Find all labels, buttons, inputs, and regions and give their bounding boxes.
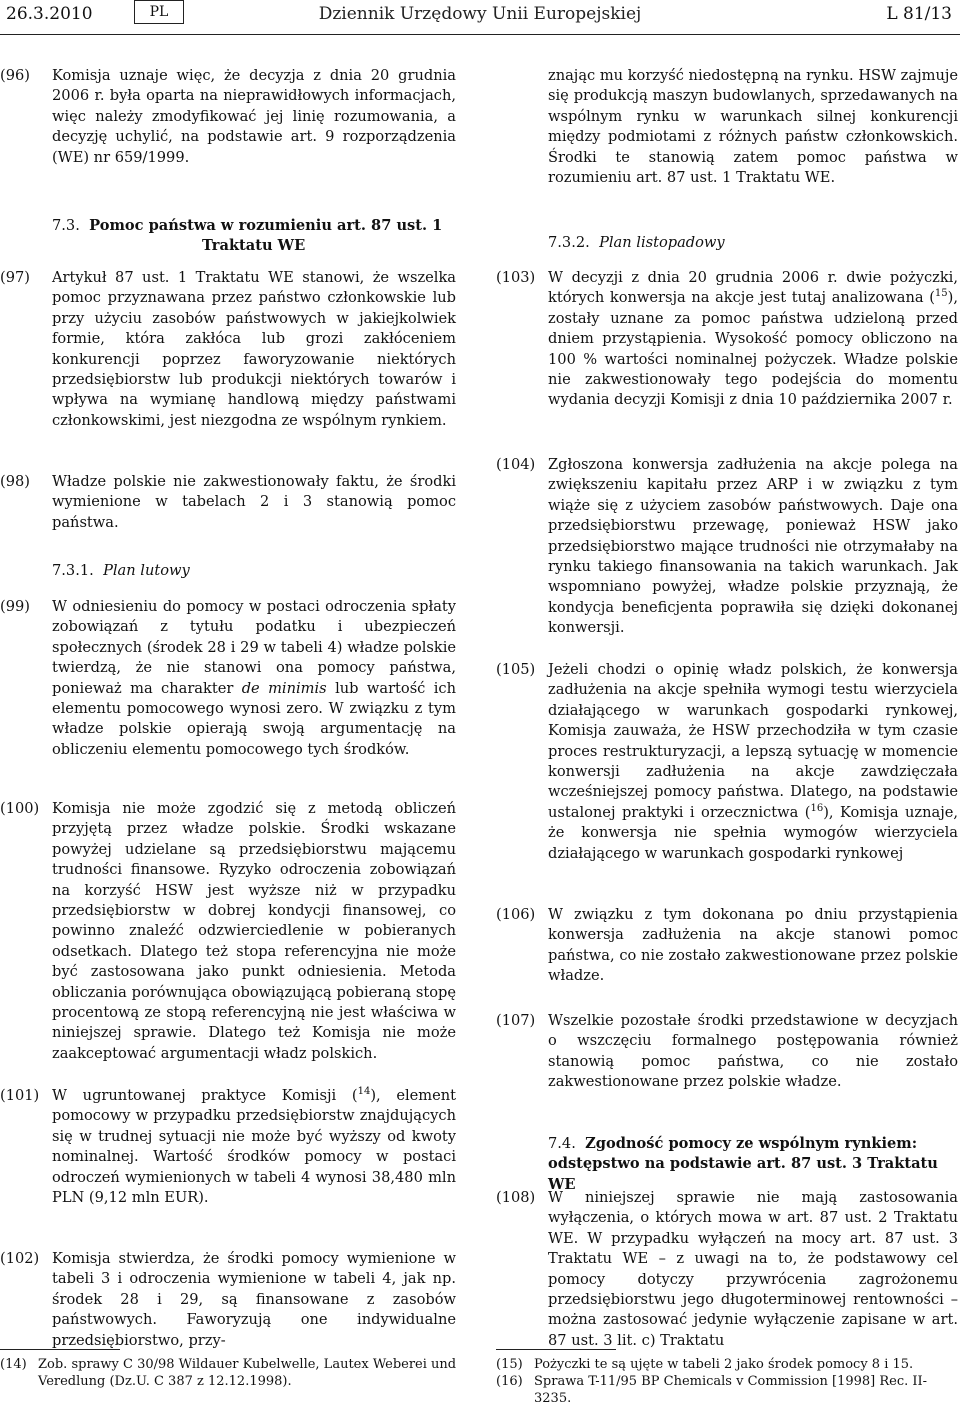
section-heading-7-4 bbox=[548, 1134, 958, 1195]
paragraph-104 bbox=[496, 455, 960, 637]
paragraph-text: Komisja uznaje więc, że decyzja z dnia 20 grudnia 2006 r. była oparta na nieprawidłowych informacjach, więc należy zmodyfikować jej linię rozumowania, a decyzję uchylić, na podstawie art. 9 rozporządzenia (WE) nr 659/1999. bbox=[52, 67, 456, 166]
paragraph-number: (103) bbox=[496, 269, 536, 286]
paragraph-text: Władze polskie nie zakwestionowały faktu, że środki wymienione w tabelach 2 i 3 stanowią pomoc państwa. bbox=[52, 473, 456, 531]
page-reference: L 81/13 bbox=[886, 4, 952, 24]
paragraph-continued bbox=[496, 66, 960, 190]
footnote-rule bbox=[496, 1349, 616, 1350]
paragraph-text: Komisja stwierdza, że środki pomocy wymienione w tabeli 3 i odroczenia wymienione w tabeli 4, jak np. środek 28 i 29, są finansowane z zasobów państwowych. Faworyzują one indywidualne przedsiębiorstwo, przy- bbox=[52, 1250, 456, 1349]
section-heading-7-3 bbox=[52, 216, 456, 257]
section-number: 7.4. bbox=[548, 1135, 576, 1152]
section-title: Plan lutowy bbox=[103, 562, 190, 579]
paragraph-106 bbox=[496, 905, 960, 985]
language-badge: PL bbox=[134, 0, 184, 24]
section-number: 7.3.1. bbox=[52, 562, 94, 579]
footnote-ref-14[interactable]: 14 bbox=[357, 1086, 371, 1098]
section-title-line2: odstępstwo na podstawie art. 87 ust. 3 Traktatu WE bbox=[548, 1155, 938, 1193]
paragraph-text: Jeżeli chodzi o opinię władz polskich, że konwersja zadłużenia na akcje spełniła wymogi testu wierzyciela działającego w warunkach gospodarki rynkowej, Komisja zauważa, że HSW przechodziła w tym czasie proces restrukturyzacji, a lepszą sytuację w momencie konwersji zadłużenia na akcje zawdzięczała wcześniejszej pomocy państwa. Dlatego, na podstawie ustalonej praktyki i orzecznictwa ($^{16}$), Komisja uznaje, że konwersja nie spełnia wymogów wierzyciela działającego w warunkach gospodarki rynkowej bbox=[548, 661, 958, 862]
paragraph-number: (97) bbox=[0, 269, 30, 286]
paragraph-number: (105) bbox=[496, 661, 536, 678]
footnote-number: (16) bbox=[496, 1374, 523, 1389]
paragraph-text: Artykuł 87 ust. 1 Traktatu WE stanowi, że wszelka pomoc przyznawana przez państwo członkowskie lub przy użyciu zasobów państwowych w jakiejkolwiek formie, która zakłóca lub grozi zakłóceniem konkurencji poprzez faworyzowanie niektórych przedsiębiorstw lub produkcji niektórych towarów i wpływa na wymianę handlową między państwami członkowskimi, jest niezgodna ze wspólnym rynkiem. bbox=[52, 269, 456, 429]
paragraph-number: (106) bbox=[496, 906, 536, 923]
paragraph-97 bbox=[0, 268, 458, 433]
footnote-text: Sprawa T-11/95 BP Chemicals v Commission [1998] Rec. II-3235. bbox=[534, 1374, 928, 1406]
paragraph-101 bbox=[0, 1086, 458, 1210]
section-title-line1: Zgodność pomocy ze wspólnym rynkiem: bbox=[585, 1135, 918, 1152]
paragraph-text: W decyzji z dnia 20 grudnia 2006 r. dwie pożyczki, których konwersja na akcje jest tutaj analizowana ($^{15}$), zostały uznane za pomoc państwa udzieloną przed dniem przystąpienia. Wysokość pomocy obliczono na 100 % wartości nominalnej pożyczek. Władze polskie nie zakwestionowały tego podejścia do momentu wydania decyzji Komisji z dnia 10 października 2007 r. bbox=[548, 269, 958, 409]
paragraph-number: (99) bbox=[0, 598, 30, 615]
paragraph-number: (102) bbox=[0, 1250, 40, 1267]
paragraph-number: (100) bbox=[0, 800, 40, 817]
latin-term: de minimis bbox=[241, 679, 327, 697]
paragraph-number: (108) bbox=[496, 1189, 536, 1206]
section-title-line2: Traktatu WE bbox=[202, 237, 306, 255]
paragraph-96 bbox=[0, 66, 458, 170]
section-number: 7.3.2. bbox=[548, 234, 590, 251]
paragraph-102 bbox=[0, 1249, 458, 1349]
section-heading-7-3-2 bbox=[548, 233, 958, 253]
section-heading-7-3-1 bbox=[52, 561, 456, 581]
footnote-rule bbox=[0, 1349, 120, 1350]
paragraph-text: znając mu korzyść niedostępną na rynku. HSW zajmuje się produkcją maszyn budowlanych, sprzedawanych na wspólnym rynku w warunkach silnej konkurencji między podmiotami z różnych państw członkowskich. Środki te stanowią zatem pomoc państwa w rozumieniu art. 87 ust. 1 Traktatu WE. bbox=[548, 67, 959, 187]
paragraph-text: W odniesieniu do pomocy w postaci odroczenia spłaty zobowiązań z tytułu podatku i ubezpieczeń społecznych (środek 28 i 29 w tabeli 4) władze polskie twierdzą, że nie stanowi ona pomocy państwa, ponieważ ma charakter de minimis lub wartość ich elementu pomocowego wynosi zero. W związku z tym władze polskie opierają swoją argumentację na obliczeniu elementu pomocowego tych środków. bbox=[52, 598, 456, 758]
journal-title: Dziennik Urzędowy Unii Europejskiej bbox=[318, 4, 642, 24]
paragraph-text: Komisja nie może zgodzić się z metodą obliczeń przyjętą przez władze polskie. Środki wskazane powyżej udzielane są przedsiębiorstwu mającemu trudności finansowe. Ryzyko odroczenia zobowiązań na korzyść HSW jest wyższe niż w przypadku przedsiębiorstw w dobrej kondycji finansowej, co powinno znaleźć odzwierciedlenie w pobieranych odsetkach. Dlatego też stopa referencyjna nie może być zastosowana jako punkt odniesienia. Metoda obliczania porównująca obowiązującą pobieraną stopę procentową ze stopą referencyjną nie jest właściwa w niniejszej sprawie. Dlatego też Komisja nie może zaakceptować argumentacji władz polskich. bbox=[52, 800, 456, 1062]
paragraph-text: Wszelkie pozostałe środki przedstawione w decyzjach o wszczęciu formalnego postępowania również stanowią pomoc państwa, co nie zostało zakwestionowane przez polskie władze. bbox=[548, 1012, 958, 1091]
paragraph-text: W związku z tym dokonana po dniu przystąpienia konwersja zadłużenia na akcje stanowi pomoc państwa, co nie zostało zakwestionowane przez polskie władze. bbox=[548, 906, 958, 985]
footnote-number: (15) bbox=[496, 1357, 523, 1372]
paragraph-number: (101) bbox=[0, 1087, 40, 1104]
paragraph-103 bbox=[496, 268, 960, 413]
paragraph-text: W ugruntowanej praktyce Komisji ($^{14}$), element pomocowy w przypadku przedsiębiorstw znajdujących się w trudnej sytuacji nie może być wyższy od kwoty nominalnej. Wartość środków pomocy w postaci odroczeń wymienionych w tabeli 4 wynosi 38,480 mln PLN (9,12 mln EUR). bbox=[52, 1086, 456, 1207]
paragraph-number: (107) bbox=[496, 1012, 536, 1029]
paragraph-number: (98) bbox=[0, 473, 30, 490]
section-number: 7.3. bbox=[52, 217, 80, 234]
paragraph-107 bbox=[496, 1011, 960, 1095]
paragraph-98 bbox=[0, 472, 458, 531]
paragraph-number: (96) bbox=[0, 67, 30, 84]
paragraph-text: W niniejszej sprawie nie mają zastosowania wyłączenia, o których mowa w art. 87 ust. 2 Traktatu WE. W przypadku wyłączeń na mocy art. 87 ust. 3 Traktatu WE – z uwagi na to, że podstawowy cel pomocy dotyczy przywrócenia zagrożonemu przedsiębiorstwu jego długoterminowej rentowności – można zastosować jedynie wyłączenie zapisane w art. 87 ust. 3 lit. c) Traktatu bbox=[548, 1189, 958, 1349]
footnote-text-line1: Zob. sprawy C 30/98 Wildauer Kubelwelle, Lautex Weberei und bbox=[38, 1357, 457, 1372]
paragraph-100 bbox=[0, 799, 458, 1062]
section-title: Plan listopadowy bbox=[599, 234, 725, 251]
footnote-number: (14) bbox=[0, 1357, 27, 1372]
footnote-ref-16[interactable]: 16 bbox=[810, 802, 824, 814]
page-header bbox=[0, 0, 960, 42]
footnote-text: Pożyczki te są ujęte w tabeli 2 jako środek pomocy 8 i 15. bbox=[534, 1357, 914, 1372]
paragraph-105 bbox=[496, 660, 960, 865]
paragraph-text: Zgłoszona konwersja zadłużenia na akcje polega na zwiększeniu kapitału przez ARP i w związku z tym wiąże się z użyciem zasobów państwowych. Daje ona przedsiębiorstwu przewagę, ponieważ HSW jako przedsiębiorstwo mające trudności nie otrzymałaby na rynku takiego finansowania na takich warunkach. Jak wspomniano powyżej, władze polskie przyznają, że kondycja beneficjenta poprawiła się dzięki dokonanej konwersji. bbox=[548, 456, 958, 637]
section-title-line1: Pomoc państwa w rozumieniu art. 87 ust. 1 bbox=[89, 217, 443, 234]
paragraph-number: (104) bbox=[496, 456, 536, 473]
footnote-ref-15[interactable]: 15 bbox=[934, 288, 948, 300]
footnote-text-line2: Veredlung (Dz.U. C 387 z 12.12.1998). bbox=[38, 1374, 292, 1389]
header-rule bbox=[0, 34, 960, 35]
paragraph-108 bbox=[496, 1188, 960, 1349]
header-date: 26.3.2010 bbox=[6, 4, 93, 24]
paragraph-99 bbox=[0, 597, 458, 762]
